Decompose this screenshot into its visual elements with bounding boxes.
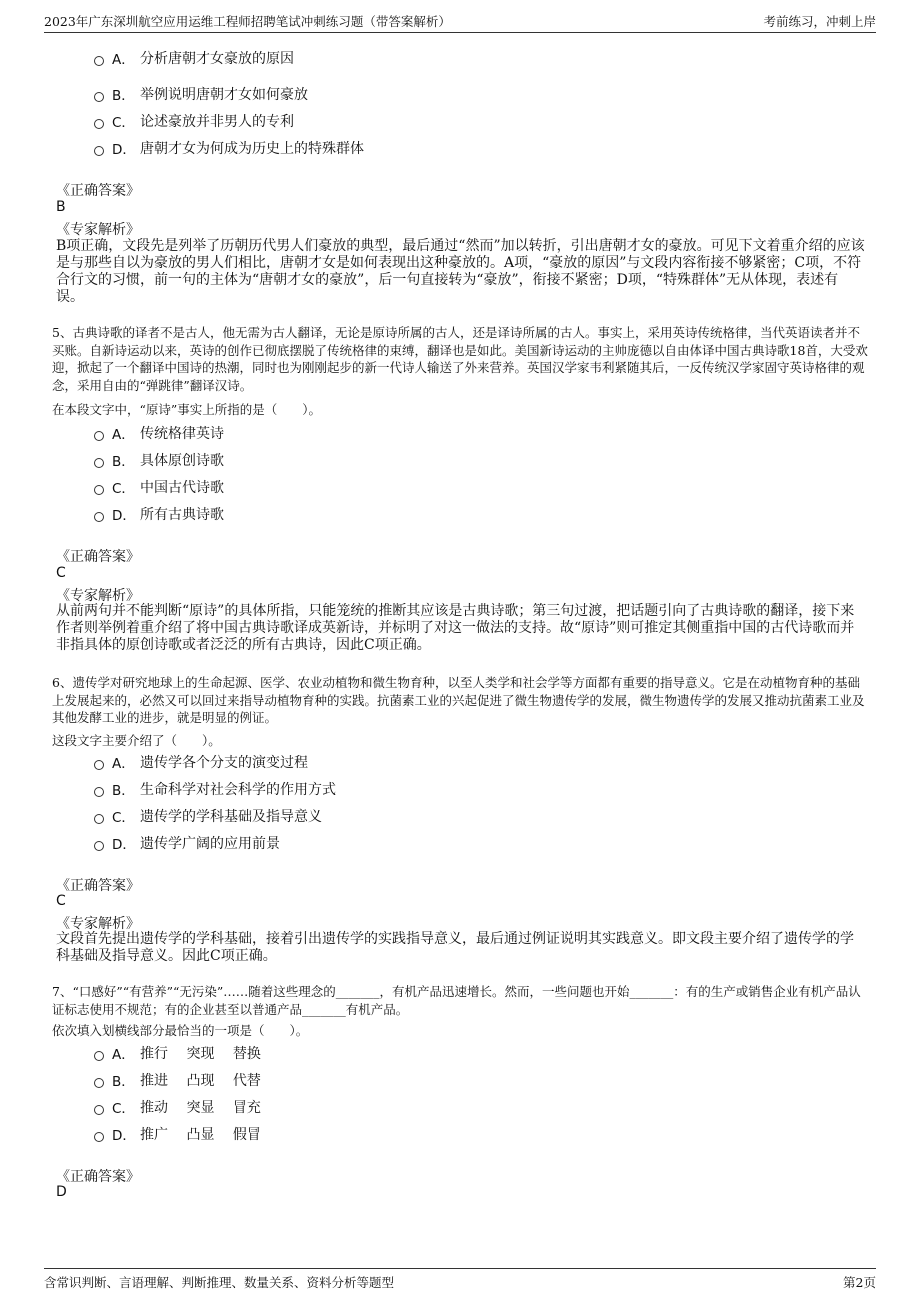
option-letter: A． — [112, 756, 135, 772]
question-stem: 6、遗传学对研究地球上的生命起源、医学、农业动植物和微生物育种，以至人类学和社会学等方面都有重要的指导意义。它是在动植物育种的基础上发展起来的，必然又可以回过来指导动植物育种的实践。抗菌素工业的兴起促进了微生物遗传学的发展，微生物遗传学的发展又推动抗菌素工业及其他发酵工业的进步，就是明显的例证。 — [52, 675, 865, 725]
radio-icon[interactable] — [94, 1051, 104, 1061]
option-text: 推行 突现 替换 — [140, 1046, 261, 1062]
page-header — [44, 10, 876, 33]
option-a[interactable] — [94, 750, 308, 774]
option-text: 传统格律英诗 — [140, 426, 224, 442]
correct-answer-label: 《正确答案》 — [56, 1169, 140, 1185]
option-letter: A． — [112, 427, 135, 443]
question-stem: 5、古典诗歌的译者不是古人，他无需为古人翻译，无论是原诗所属的古人，还是译诗所属的古人。事实上，采用英诗传统格律，当代英语读者并不买账。自新诗运动以来，英诗的创作已彻底摆脱了传统格律的束缚，翻译也是如此。美国新诗运动的主帅庞德以自由体译中国古典诗歌18首，大受欢迎，掀起了一个翻译中国诗的热潮，同时也为刚刚起步的新一代诗人输送了外来营养。英国汉学家韦利紧随其后，一反传统汉学家固守英诗格律的观念，采用自由的“弹跳律”翻译汉诗。 — [52, 325, 868, 393]
expert-analysis: 文段首先提出遗传学的学科基础，接着引出遗传学的实践指导意义，最后通过例证说明其实践意义。即文段主要介绍了遗传学的学科基础及指导意义。因此C项正确。 — [56, 931, 854, 964]
radio-icon[interactable] — [94, 431, 104, 441]
option-c[interactable] — [94, 475, 224, 499]
question-prompt: 这段文字主要介绍了（ ）。 — [52, 733, 221, 748]
option-text: 唐朝才女为何成为历史上的特殊群体 — [140, 141, 364, 157]
question-stem: 7、“口感好”“有营养”“无污染”……随着这些理念的_______，有机产品迅速增长。然而，一些问题也开始_______：有的生产或销售企业有机产品认证标志使用不规范；有的企业甚至以普通产品_______有机产品。 — [52, 984, 861, 1017]
option-text: 所有古典诗歌 — [140, 507, 224, 523]
option-text: 遗传学的学科基础及指导意义 — [140, 809, 322, 825]
correct-answer: D — [56, 1184, 67, 1200]
option-d[interactable] — [94, 502, 224, 526]
option-c[interactable] — [94, 804, 322, 828]
option-text: 中国古代诗歌 — [140, 480, 224, 496]
correct-answer: C — [56, 565, 66, 581]
expert-analysis-label: 《专家解析》 — [56, 588, 140, 604]
option-a[interactable] — [94, 1041, 261, 1065]
header-slogan: 考前练习，冲刺上岸 — [763, 14, 876, 29]
option-a[interactable] — [94, 46, 294, 70]
option-b[interactable] — [94, 82, 308, 106]
question-prompt: 依次填入划横线部分最恰当的一项是（ ）。 — [52, 1023, 309, 1038]
option-b[interactable] — [94, 777, 336, 801]
radio-icon[interactable] — [94, 760, 104, 770]
option-letter: D． — [112, 508, 136, 524]
option-c[interactable] — [94, 1095, 261, 1119]
option-letter: C． — [112, 115, 135, 131]
option-b[interactable] — [94, 1068, 261, 1092]
expert-analysis: 从前两句并不能判断“原诗”的具体所指，只能笼统的推断其应该是古典诗歌；第三句过渡，把话题引向了古典诗歌的翻译，接下来作者则举例着重介绍了将中国古典诗歌译成英新诗，并标明了对这一做法的支持。故“原诗”则可推定其侧重指中国的古代诗歌而并非指具体的原创诗歌或者泛泛的所有古典诗，因此C项正确。 — [56, 603, 855, 653]
correct-answer: B — [56, 199, 66, 215]
radio-icon[interactable] — [94, 485, 104, 495]
option-a[interactable] — [94, 421, 224, 445]
option-b[interactable] — [94, 448, 224, 472]
radio-icon[interactable] — [94, 814, 104, 824]
expert-analysis: B项正确，文段先是列举了历朝历代男人们豪放的典型，最后通过“然而”加以转折，引出唐朝才女的豪放。可见下文着重介绍的应该是与那些自以为豪放的男人们相比，唐朝才女是如何表现出这种豪放的。A项，“豪放的原因”与文段内容衔接不够紧密；C项，不符合行文的习惯，前一句的主体为“唐朝才女的豪放”，后一句直接转为“豪放”，衔接不紧密；D项，“特殊群体”无从体现，表述有误。 — [56, 238, 865, 305]
option-letter: A． — [112, 52, 135, 68]
option-text: 推动 突显 冒充 — [140, 1100, 261, 1116]
expert-analysis-label: 《专家解析》 — [56, 222, 140, 238]
radio-icon[interactable] — [94, 92, 104, 102]
option-letter: C． — [112, 810, 135, 826]
option-letter: C． — [112, 1101, 135, 1117]
option-text: 论述豪放并非男人的专利 — [140, 114, 294, 130]
correct-answer-label: 《正确答案》 — [56, 549, 140, 565]
radio-icon[interactable] — [94, 1078, 104, 1088]
radio-icon[interactable] — [94, 787, 104, 797]
option-letter: D． — [112, 142, 136, 158]
document-title: 2023年广东深圳航空应用运维工程师招聘笔试冲刺练习题（带答案解析） — [44, 14, 451, 29]
option-text: 具体原创诗歌 — [140, 453, 224, 469]
option-text: 分析唐朝才女豪放的原因 — [140, 51, 294, 67]
radio-icon[interactable] — [94, 458, 104, 468]
correct-answer: C — [56, 893, 66, 909]
option-letter: D． — [112, 837, 136, 853]
question-prompt: 在本段文字中，“原诗”事实上所指的是（ ）。 — [52, 402, 322, 417]
radio-icon[interactable] — [94, 841, 104, 851]
correct-answer-label: 《正确答案》 — [56, 183, 140, 199]
option-text: 推进 凸现 代替 — [140, 1073, 261, 1089]
radio-icon[interactable] — [94, 146, 104, 156]
page-footer — [44, 1268, 876, 1293]
option-letter: A． — [112, 1047, 135, 1063]
radio-icon[interactable] — [94, 56, 104, 66]
option-letter: B． — [112, 454, 135, 470]
radio-icon[interactable] — [94, 512, 104, 522]
option-letter: B． — [112, 88, 135, 104]
option-d[interactable] — [94, 1122, 261, 1146]
option-d[interactable] — [94, 831, 280, 855]
footer-note: 含常识判断、言语理解、判断推理、数量关系、资料分析等题型 — [44, 1275, 395, 1290]
option-d[interactable] — [94, 136, 364, 160]
option-text: 遗传学广阔的应用前景 — [140, 836, 280, 852]
option-c[interactable] — [94, 109, 294, 133]
option-text: 生命科学对社会科学的作用方式 — [140, 782, 336, 798]
option-text: 举例说明唐朝才女如何豪放 — [140, 87, 308, 103]
option-letter: B． — [112, 783, 135, 799]
page-number: 第2页 — [843, 1275, 876, 1290]
expert-analysis-label: 《专家解析》 — [56, 916, 140, 932]
option-letter: D． — [112, 1128, 136, 1144]
radio-icon[interactable] — [94, 1105, 104, 1115]
correct-answer-label: 《正确答案》 — [56, 878, 140, 894]
option-letter: B． — [112, 1074, 135, 1090]
option-text: 推广 凸显 假冒 — [140, 1127, 261, 1143]
radio-icon[interactable] — [94, 1132, 104, 1142]
option-text: 遗传学各个分支的演变过程 — [140, 755, 308, 771]
option-letter: C． — [112, 481, 135, 497]
radio-icon[interactable] — [94, 119, 104, 129]
